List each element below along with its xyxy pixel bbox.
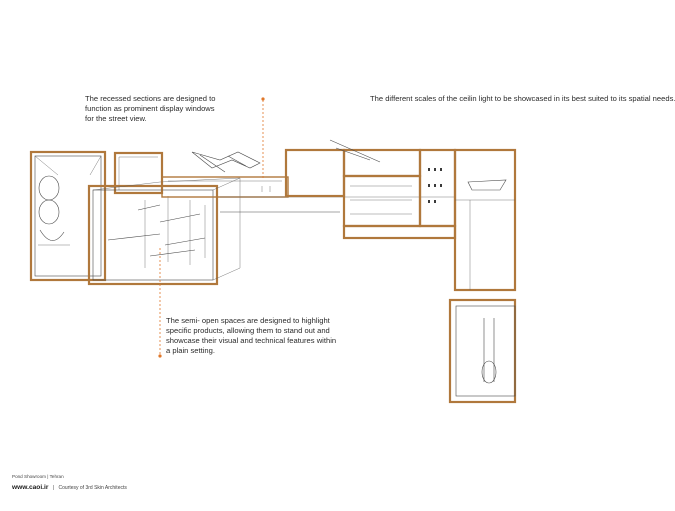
display-box-far-right [450, 150, 515, 402]
hanging-products [108, 196, 205, 268]
project-caption: Pond Showroom | Tehran [12, 474, 64, 479]
canopy-strip [162, 177, 455, 212]
annotation-semi-open-spaces: The semi- open spaces are designed to highlight specific products, allowing them to stand out and showcase their visual and technical features within a plain setting. [166, 316, 337, 355]
credit-line [12, 484, 127, 491]
product-sketch [192, 152, 260, 172]
display-box-left [31, 152, 105, 280]
display-box-right [286, 140, 455, 238]
display-box-center [89, 178, 240, 284]
credit-text: Courtesy of 3rd Skin Architects [58, 485, 127, 491]
site-link[interactable]: www.caoi.ir [12, 484, 49, 491]
annotation-ceiling-scales: The different scales of the ceilin light to be showcased in its best suited to its spatial needs. [370, 94, 675, 103]
annotation-recessed-sections: The recessed sections are designed to function as prominent display windows for the street view. [85, 94, 216, 123]
separator: | [52, 485, 55, 491]
